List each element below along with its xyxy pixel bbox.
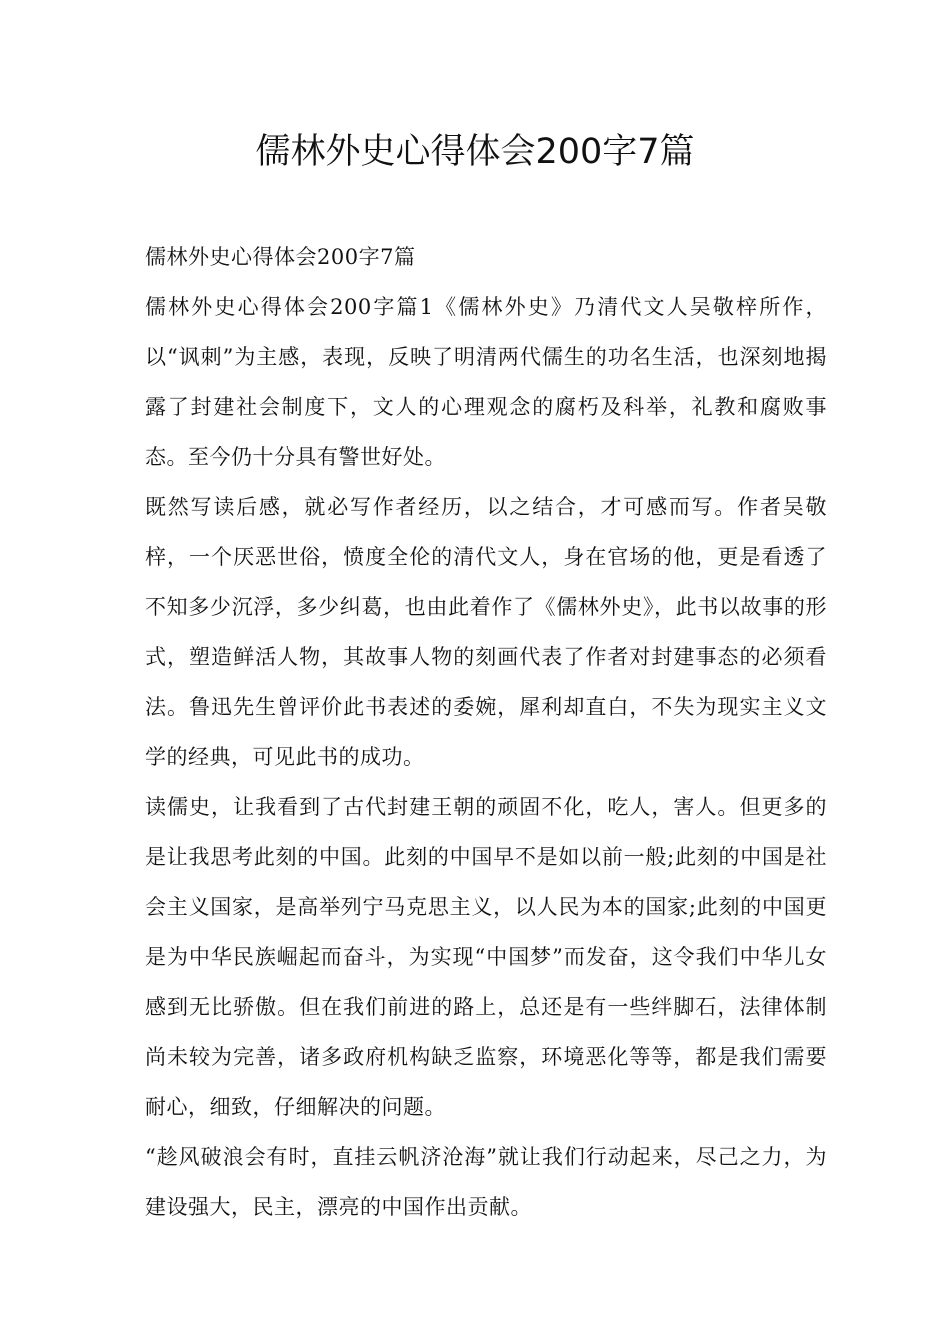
- document-title: 儒林外史心得体会200字7篇: [255, 132, 695, 172]
- paragraph-4: “趁风破浪会有时，直挂云帆济沧海”就让我们行动起来，尽己之力，为建设强大，民主，漂亮的中国作出贡献。: [145, 1145, 827, 1219]
- document-body: [145, 232, 827, 1232]
- paragraph-subtitle: 儒林外史心得体会200字7篇: [145, 245, 416, 269]
- paragraph-3: 读儒史，让我看到了古代封建王朝的顽固不化，吃人，害人。但更多的是让我思考此刻的中国。此刻的中国早不是如以前一般;此刻的中国是社会主义国家，是高举列宁马克思主义，以人民为本的国家;此刻的中国更是为中华民族崛起而奋斗，为实现“中国梦”而发奋，这令我们中华儿女感到无比骄傲。但在我们前进的路上，总还是有一些绊脚石，法律体制尚未较为完善，诸多政府机构缺乏监察，环境恶化等等，都是我们需要耐心，细致，仔细解决的问题。: [145, 795, 827, 1119]
- paragraph-2: 既然写读后感，就必写作者经历，以之结合，才可感而写。作者吴敬梓，一个厌恶世俗，愤度全伦的清代文人，身在官场的他，更是看透了不知多少沉浮，多少纠葛，也由此着作了《儒林外史》，此书以故事的形式，塑造鲜活人物，其故事人物的刻画代表了作者对封建事态的必须看法。鲁迅先生曾评价此书表述的委婉，犀利却直白，不失为现实主义文学的经典，可见此书的成功。: [145, 495, 827, 769]
- paragraph-1: 儒林外史心得体会200字篇1《儒林外史》乃清代文人吴敬梓所作，以“讽刺”为主感，表现，反映了明清两代儒生的功名生活，也深刻地揭露了封建社会制度下，文人的心理观念的腐朽及科举，礼教和腐败事态。至今仍十分具有警世好处。: [145, 295, 827, 469]
